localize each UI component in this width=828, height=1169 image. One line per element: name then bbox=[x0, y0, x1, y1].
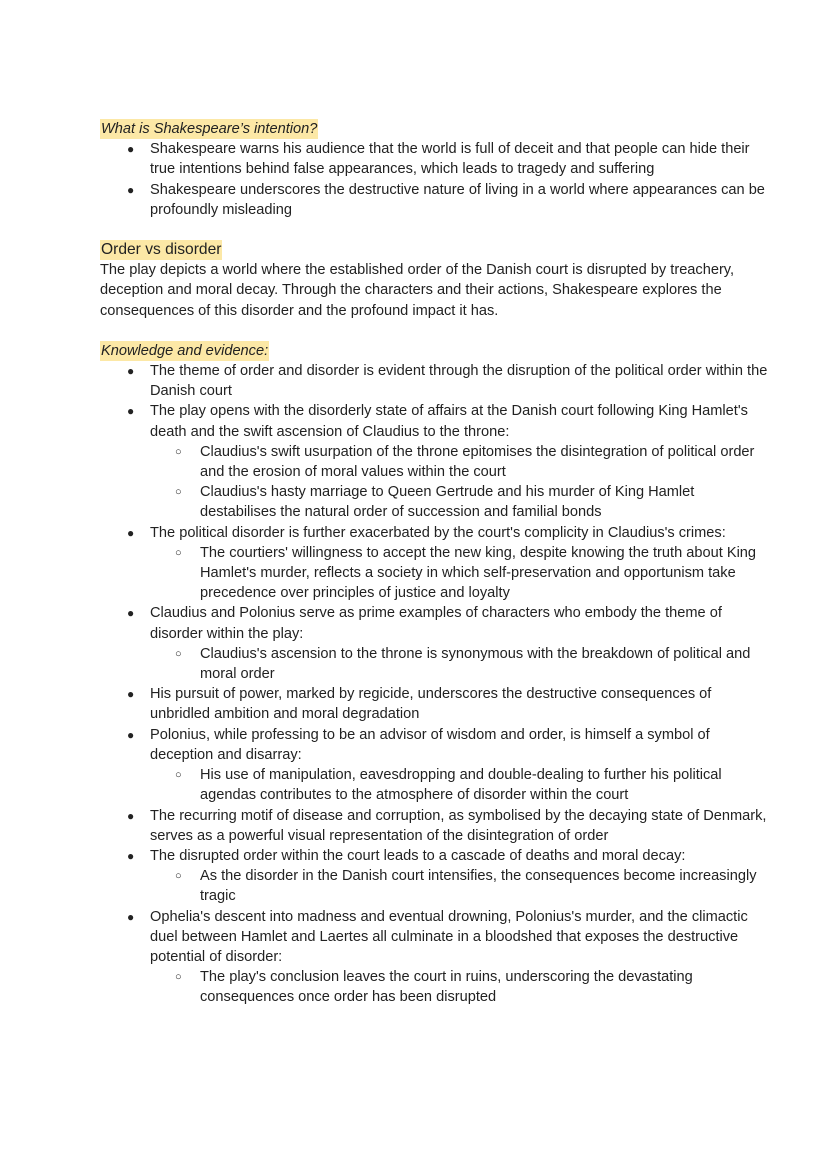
circle-bullet-icon: ○ bbox=[175, 870, 182, 883]
circle-bullet-icon: ○ bbox=[175, 769, 182, 782]
circle-bullet-icon: ○ bbox=[175, 445, 182, 458]
list-item: ● The play opens with the disorderly state of affairs at the Danish court following King Hamlet's death and the swift ascension of Claudius to the throne: bbox=[127, 403, 748, 440]
bullet-list bbox=[100, 361, 768, 1008]
bullet-icon: ● bbox=[127, 142, 135, 157]
circle-bullet-icon: ○ bbox=[175, 486, 182, 499]
list-item: ● The political disorder is further exacerbated by the court's complicity in Claudius's crimes: bbox=[100, 523, 768, 543]
list-item: ● The theme of order and disorder is evident through the disruption of the political order within the Danish court bbox=[127, 363, 768, 400]
bullet-icon: ● bbox=[127, 182, 135, 197]
section-intention bbox=[100, 119, 768, 220]
list-item: ● Polonius, while professing to be an advisor of wisdom and order, is himself a symbol of deception and disarray: bbox=[127, 726, 710, 763]
section-heading: Knowledge and evidence: bbox=[100, 341, 269, 361]
section-knowledge-evidence bbox=[100, 341, 768, 1008]
bullet-icon: ● bbox=[127, 909, 135, 924]
bullet-icon: ● bbox=[127, 404, 135, 419]
list-item: ● His pursuit of power, marked by regicide, underscores the destructive consequences of unbridled ambition and moral degradation bbox=[127, 686, 712, 723]
bullet-icon: ● bbox=[127, 808, 135, 823]
circle-bullet-icon: ○ bbox=[175, 546, 182, 559]
paragraph: The play depicts a world where the established order of the Danish court is disrupted by treachery, deception and moral decay. Through the characters and their actions, Shakespeare explores the consequences of this disorder and the profound impact it has. bbox=[100, 262, 735, 319]
list-item: ● Shakespeare underscores the destructive nature of living in a world where appearances can be profoundly misleading bbox=[127, 181, 765, 218]
list-item: ● The disrupted order within the court leads to a cascade of deaths and moral decay: bbox=[100, 846, 768, 866]
sub-list-item: ○ The play's conclusion leaves the court in ruins, underscoring the devastating consequences once order has been disrupted bbox=[175, 969, 693, 1006]
bullet-icon: ● bbox=[127, 727, 135, 742]
section-order-vs-disorder bbox=[100, 240, 768, 321]
section-heading: What is Shakespeare’s intention? bbox=[100, 119, 318, 139]
list-item: ● Claudius and Polonius serve as prime examples of characters who embody the theme of disorder within the play: bbox=[127, 605, 722, 642]
sub-list-item: ○ As the disorder in the Danish court intensifies, the consequences become increasingly tragic bbox=[175, 868, 757, 905]
list-item: ● Ophelia's descent into madness and eventual drowning, Polonius's murder, and the climactic duel between Hamlet and Laertes all culminate in a bloodshed that exposes the destructive potential of disorder: bbox=[127, 908, 748, 965]
circle-bullet-icon: ○ bbox=[175, 971, 182, 984]
bullet-list bbox=[100, 139, 768, 220]
bullet-icon: ● bbox=[127, 687, 135, 702]
list-item: ● The recurring motif of disease and corruption, as symbolised by the decaying state of Denmark, serves as a powerful visual representation of the disintegration of order bbox=[127, 807, 767, 844]
list-item: ● Shakespeare warns his audience that the world is full of deceit and that people can hide their true intentions behind false appearances, which leads to tragedy and suffering bbox=[127, 141, 750, 178]
sub-list-item: ○ The courtiers' willingness to accept the new king, despite knowing the truth about King Hamlet's murder, reflects a society in which self-preservation and opportunism take precedence over principles of justice and loyalty bbox=[175, 544, 757, 602]
bullet-icon: ● bbox=[127, 525, 135, 540]
sub-list-item: ○ His use of manipulation, eavesdropping and double-dealing to further his political agendas contributes to the atmosphere of disorder within the court bbox=[175, 767, 722, 804]
bullet-icon: ● bbox=[127, 606, 135, 621]
sub-list-item: ○ Claudius's ascension to the throne is synonymous with the breakdown of political and moral order bbox=[175, 645, 751, 683]
bullet-icon: ● bbox=[127, 364, 135, 379]
circle-bullet-icon: ○ bbox=[175, 647, 182, 660]
section-heading: Order vs disorder bbox=[100, 240, 222, 260]
bullet-icon: ● bbox=[127, 848, 135, 863]
sub-list-item: ○ Claudius's hasty marriage to Queen Gertrude and his murder of King Hamlet destabilises the natural order of succession and familial bonds bbox=[175, 484, 695, 521]
sub-list-item: ○ Claudius's swift usurpation of the throne epitomises the disintegration of political order and the erosion of moral values within the court bbox=[175, 443, 755, 481]
